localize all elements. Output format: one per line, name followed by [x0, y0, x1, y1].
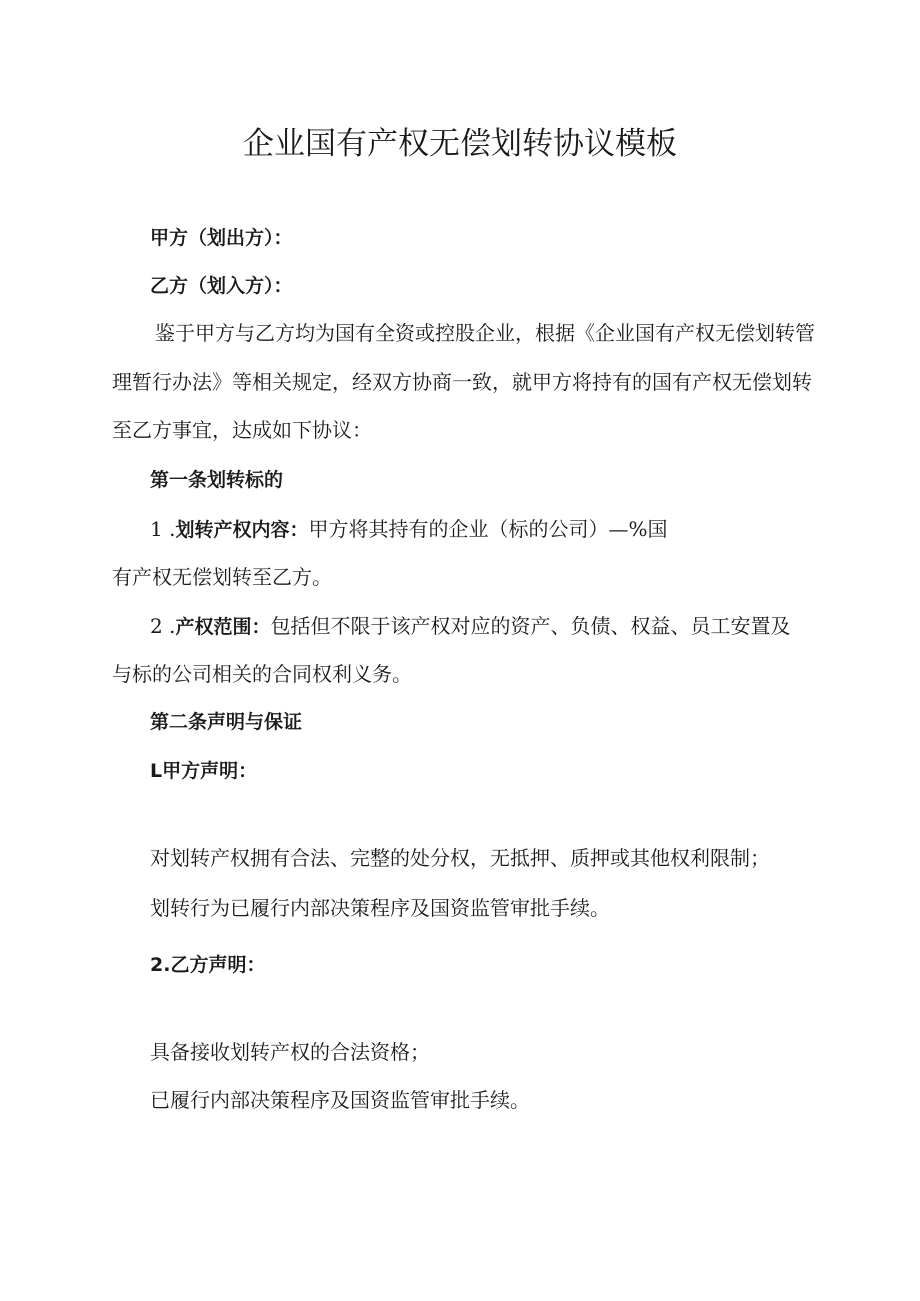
preamble-line: 至乙方事宜，达成如下协议：: [112, 418, 372, 442]
party-a-label: 甲方（划出方）：: [150, 227, 293, 249]
item-number: 2 .: [150, 614, 176, 638]
article1-item2: [150, 614, 790, 639]
item-label: 产权范围：: [175, 616, 271, 638]
party-a-declaration-item: 划转行为已履行内部决策程序及国资监管审批手续。: [150, 896, 610, 920]
party-b-declaration-heading: 2.乙方声明：: [150, 954, 266, 976]
article1-item2-cont: 与标的公司相关的合同权利义务。: [112, 662, 412, 686]
item-text: 甲方将其持有的企业（标的公司）—%国: [308, 517, 668, 541]
article1-heading: 第一条划转标的: [150, 469, 284, 491]
item-number: 1 .: [150, 517, 176, 541]
article2-heading: 第二条声明与保证: [150, 711, 303, 733]
article1-item1-cont: 有产权无偿划转至乙方。: [112, 565, 332, 589]
document-title: 企业国有产权无偿划转协议模板: [243, 126, 677, 162]
party-b-label: 乙方（划入方）：: [150, 275, 293, 297]
article1-item1: [150, 517, 667, 542]
preamble-line: 鉴于甲方与乙方均为国有全资或控股企业，根据《企业国有产权无偿划转管: [155, 321, 815, 345]
party-a-declaration-item: 对划转产权拥有合法、完整的处分权，无抵押、质押或其他权利限制；: [150, 846, 770, 870]
item-text: 包括但不限于该产权对应的资产、负债、权益、员工安置及: [270, 614, 791, 638]
preamble-line: 理暂行办法》等相关规定，经双方协商一致，就甲方将持有的国有产权无偿划转: [112, 370, 812, 394]
party-b-declaration-item: 已履行内部决策程序及国资监管审批手续。: [150, 1088, 530, 1112]
item-label: 划转产权内容：: [175, 519, 309, 541]
party-a-declaration-heading: L甲方声明：: [150, 760, 258, 782]
party-b-declaration-item: 具备接收划转产权的合法资格；: [150, 1040, 430, 1064]
